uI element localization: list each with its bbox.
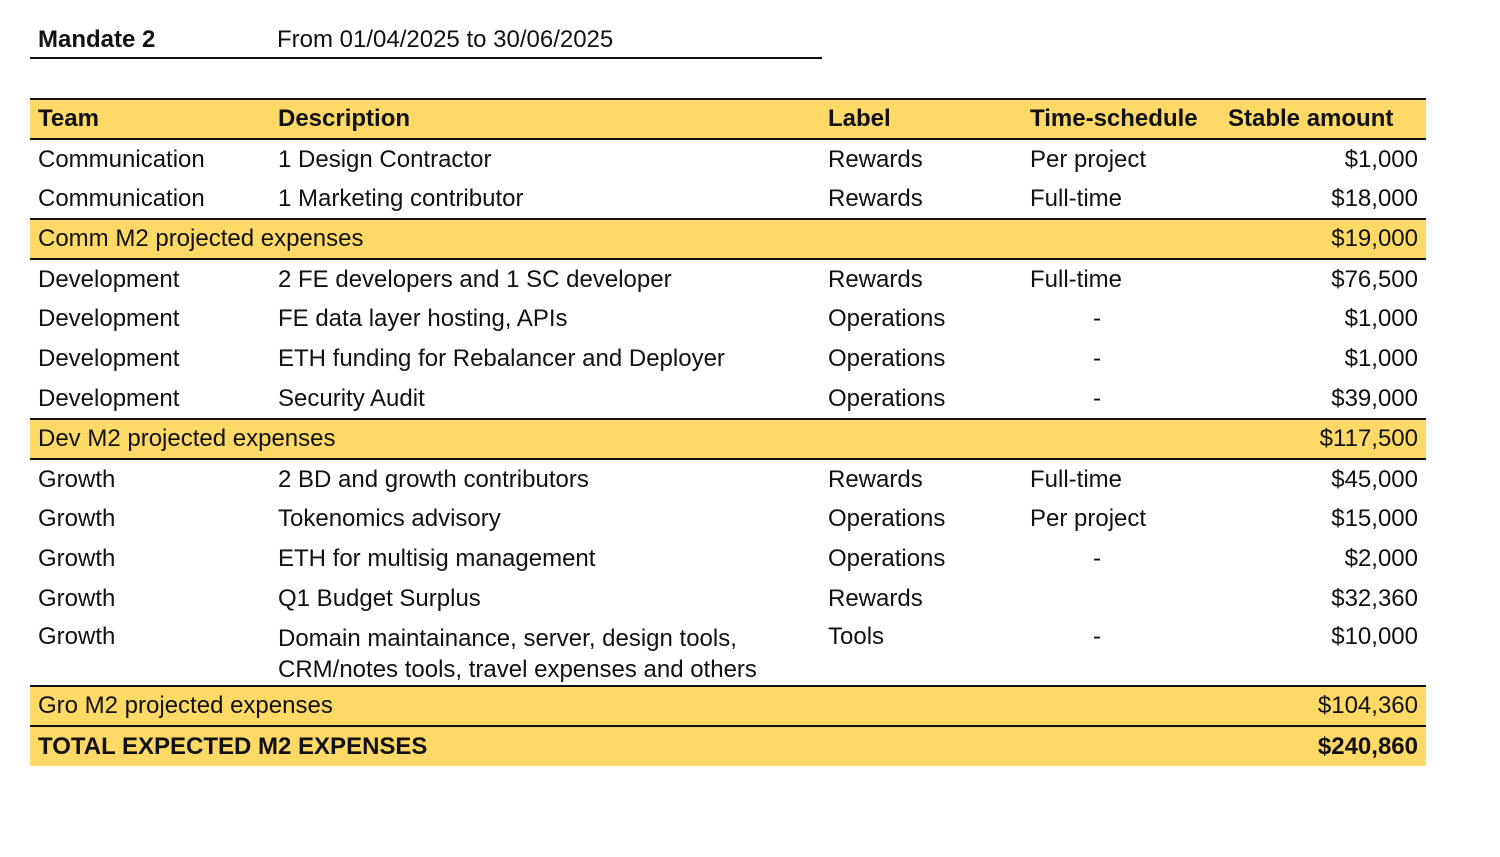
cell-label: Rewards	[828, 265, 923, 293]
column-header-amount: Stable amount	[1224, 99, 1426, 139]
cell-description: ETH funding for Rebalancer and Deployer	[278, 345, 725, 372]
cell-label: Operations	[828, 384, 946, 412]
cell-schedule: Full-time	[1030, 265, 1123, 293]
cell-schedule: -	[1093, 623, 1101, 650]
cell-schedule: -	[1093, 545, 1101, 572]
cell-label: Tools	[828, 623, 885, 650]
table-row	[30, 459, 1426, 499]
subtotal-row-dev	[30, 419, 1426, 459]
cell-schedule: -	[1093, 345, 1101, 372]
column-header-description: Description	[270, 99, 820, 139]
mandate-title: Mandate 2	[38, 26, 156, 53]
cell-team: Growth	[38, 545, 116, 572]
total-amount: $240,860	[1224, 726, 1426, 766]
cell-description: ETH for multisig management	[278, 545, 596, 572]
cell-label: Operations	[828, 505, 946, 532]
document-header	[30, 22, 822, 59]
mandate-period: From 01/04/2025 to 30/06/2025	[277, 26, 614, 53]
table-header-row	[30, 99, 1426, 139]
cell-label: Rewards	[828, 465, 923, 493]
subtotal-row-growth	[30, 686, 1426, 726]
table-row	[30, 259, 1426, 299]
cell-description: 1 Design Contractor	[278, 145, 492, 173]
table-row	[30, 379, 1426, 419]
cell-description: FE data layer hosting, APIs	[278, 305, 568, 332]
column-header-team: Team	[30, 99, 270, 139]
cell-description: Tokenomics advisory	[278, 505, 501, 532]
subtotal-row-comm	[30, 219, 1426, 259]
cell-team: Growth	[38, 465, 116, 493]
subtotal-amount: $117,500	[1224, 419, 1426, 459]
budget-table	[30, 98, 1426, 766]
cell-schedule: Per project	[1030, 505, 1147, 532]
table-row	[30, 339, 1426, 379]
cell-schedule: -	[1093, 384, 1101, 412]
cell-team: Growth	[38, 585, 116, 612]
column-header-label: Label	[820, 99, 1022, 139]
subtotal-label: Comm M2 projected expenses	[30, 219, 1224, 259]
table-row	[30, 579, 1426, 619]
cell-team: Communication	[38, 184, 205, 212]
cell-amount: $1,000	[1344, 345, 1418, 372]
cell-description: 2 BD and growth contributors	[278, 465, 589, 493]
subtotal-amount: $19,000	[1224, 219, 1426, 259]
cell-amount: $45,000	[1331, 465, 1418, 493]
cell-schedule: Full-time	[1030, 184, 1123, 212]
cell-amount: $15,000	[1331, 505, 1418, 532]
total-label: TOTAL EXPECTED M2 EXPENSES	[30, 726, 1224, 766]
cell-description: Domain maintainance, server, design tools, CRM/notes tools, travel expenses and others	[278, 625, 757, 683]
cell-team: Development	[38, 384, 180, 412]
cell-team: Development	[38, 305, 180, 332]
cell-label: Rewards	[828, 145, 923, 173]
table-row	[30, 539, 1426, 579]
table-row	[30, 499, 1426, 539]
cell-amount: $18,000	[1331, 184, 1418, 212]
cell-team: Development	[38, 265, 180, 293]
cell-amount: $76,500	[1331, 265, 1418, 293]
cell-amount: $1,000	[1344, 145, 1418, 173]
cell-label: Operations	[828, 545, 946, 572]
cell-team: Communication	[38, 145, 205, 173]
table-row	[30, 619, 1426, 686]
cell-schedule: Full-time	[1030, 465, 1123, 493]
cell-label: Rewards	[828, 184, 923, 212]
cell-team: Growth	[38, 505, 116, 532]
cell-description: 1 Marketing contributor	[278, 184, 524, 212]
cell-schedule: -	[1093, 305, 1101, 332]
subtotal-label: Gro M2 projected expenses	[30, 686, 1224, 726]
cell-amount: $2,000	[1344, 545, 1418, 572]
cell-schedule	[1022, 579, 1224, 619]
cell-description: Security Audit	[278, 384, 425, 412]
cell-amount: $10,000	[1331, 623, 1418, 650]
column-header-schedule: Time-schedule	[1022, 99, 1224, 139]
cell-label: Operations	[828, 345, 946, 372]
cell-schedule: Per project	[1030, 145, 1147, 173]
subtotal-amount: $104,360	[1224, 686, 1426, 726]
subtotal-label: Dev M2 projected expenses	[30, 419, 1224, 459]
cell-description: Q1 Budget Surplus	[278, 585, 481, 612]
cell-label: Rewards	[828, 585, 923, 612]
cell-description: 2 FE developers and 1 SC developer	[278, 265, 672, 293]
cell-team: Growth	[38, 623, 116, 650]
table-row	[30, 299, 1426, 339]
cell-label: Operations	[828, 305, 946, 332]
cell-amount: $32,360	[1331, 585, 1418, 612]
table-row	[30, 179, 1426, 219]
cell-amount: $39,000	[1331, 384, 1418, 412]
cell-amount: $1,000	[1344, 305, 1418, 332]
table-row	[30, 139, 1426, 179]
total-row	[30, 726, 1426, 766]
cell-team: Development	[38, 345, 180, 372]
